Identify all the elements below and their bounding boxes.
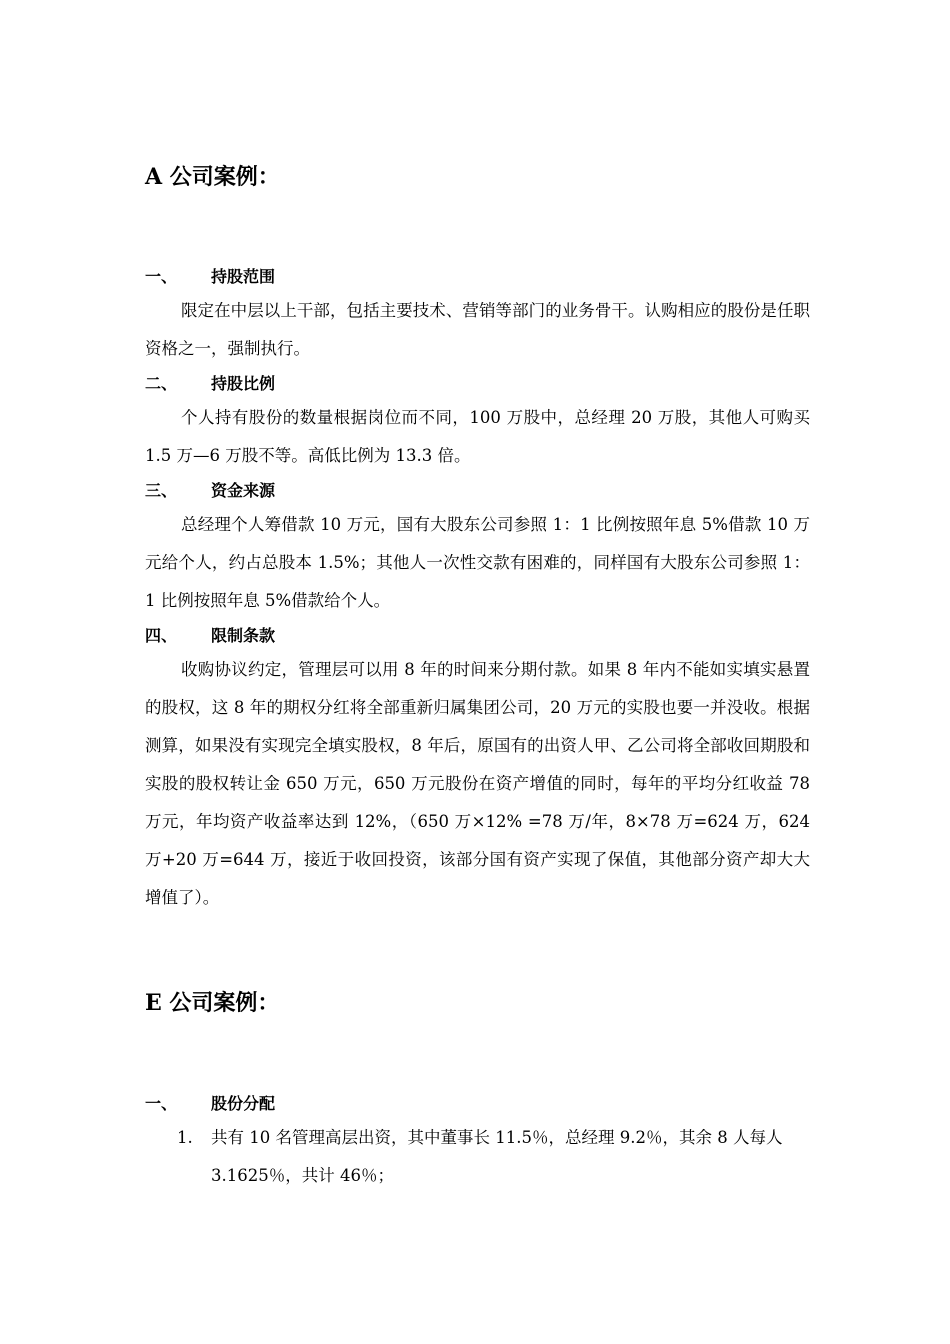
case-e-list-item-1 (145, 1119, 810, 1195)
list-item-text: 共有 10 名管理高层出资，其中董事长 11.5％，总经理 9.2％，其余 8 人每人 3.1625％，共计 46％； (211, 1128, 783, 1185)
section-heading-text: 股份分配 (211, 1094, 276, 1113)
case-a-section-2-heading (145, 372, 275, 396)
section-number: 一、 (145, 267, 178, 286)
section-number: 三、 (145, 481, 178, 500)
section-heading-text: 持股比例 (211, 374, 276, 393)
case-e-title: E 公司案例： (145, 990, 280, 1016)
section-number: 一、 (145, 1094, 178, 1113)
case-a-section-3-heading (145, 479, 275, 503)
section-number: 四、 (145, 626, 178, 645)
section-number: 二、 (145, 374, 178, 393)
section-heading-text: 限制条款 (211, 626, 276, 645)
case-a-section-4-heading (145, 624, 275, 648)
case-a-title: A 公司案例： (145, 164, 280, 190)
case-a-section-1-body: 限定在中层以上干部，包括主要技术、营销等部门的业务骨干。认购相应的股份是任职资格之一，强制执行。 (145, 301, 810, 358)
section-heading-text: 资金来源 (211, 481, 276, 500)
case-a-section-1-heading (145, 265, 275, 289)
case-e-section-1-heading (145, 1092, 275, 1116)
case-a-section-3-body: 总经理个人筹借款 10 万元，国有大股东公司参照 1：1 比例按照年息 5%借款 10 万元给个人，约占总股本 1.5%；其他人一次性交款有困难的，同样国有大股东公司参照 1：1 比例按照年息 5%借款给个人。 (145, 515, 810, 610)
case-a-section-4-body: 收购协议约定，管理层可以用 8 年的时间来分期付款。如果 8 年内不能如实填实悬置的股权，这 8 年的期权分红将全部重新归属集团公司，20 万元的实股也要一并没收。根据测算，如果没有实现完全填实股权，8 年后，原国有的出资人甲、乙公司将全部收回期股和实股的股权转让金 650 万元，650 万元股份在资产增值的同时，每年的平均分红收益 78 万元，年均资产收益率达到 12%，（650 万×12% =78 万/年，8×78 万=624 万，624 万+20 万=644 万，接近于收回投资，该部分国有资产实现了保值，其他部分资产却大大增值了）。 (145, 660, 810, 907)
list-marker: 1. (177, 1128, 193, 1147)
section-heading-text: 持股范围 (211, 267, 276, 286)
case-a-section-2-body: 个人持有股份的数量根据岗位而不同，100 万股中，总经理 20 万股，其他人可购买 1.5 万—6 万股不等。高低比例为 13.3 倍。 (145, 408, 810, 465)
